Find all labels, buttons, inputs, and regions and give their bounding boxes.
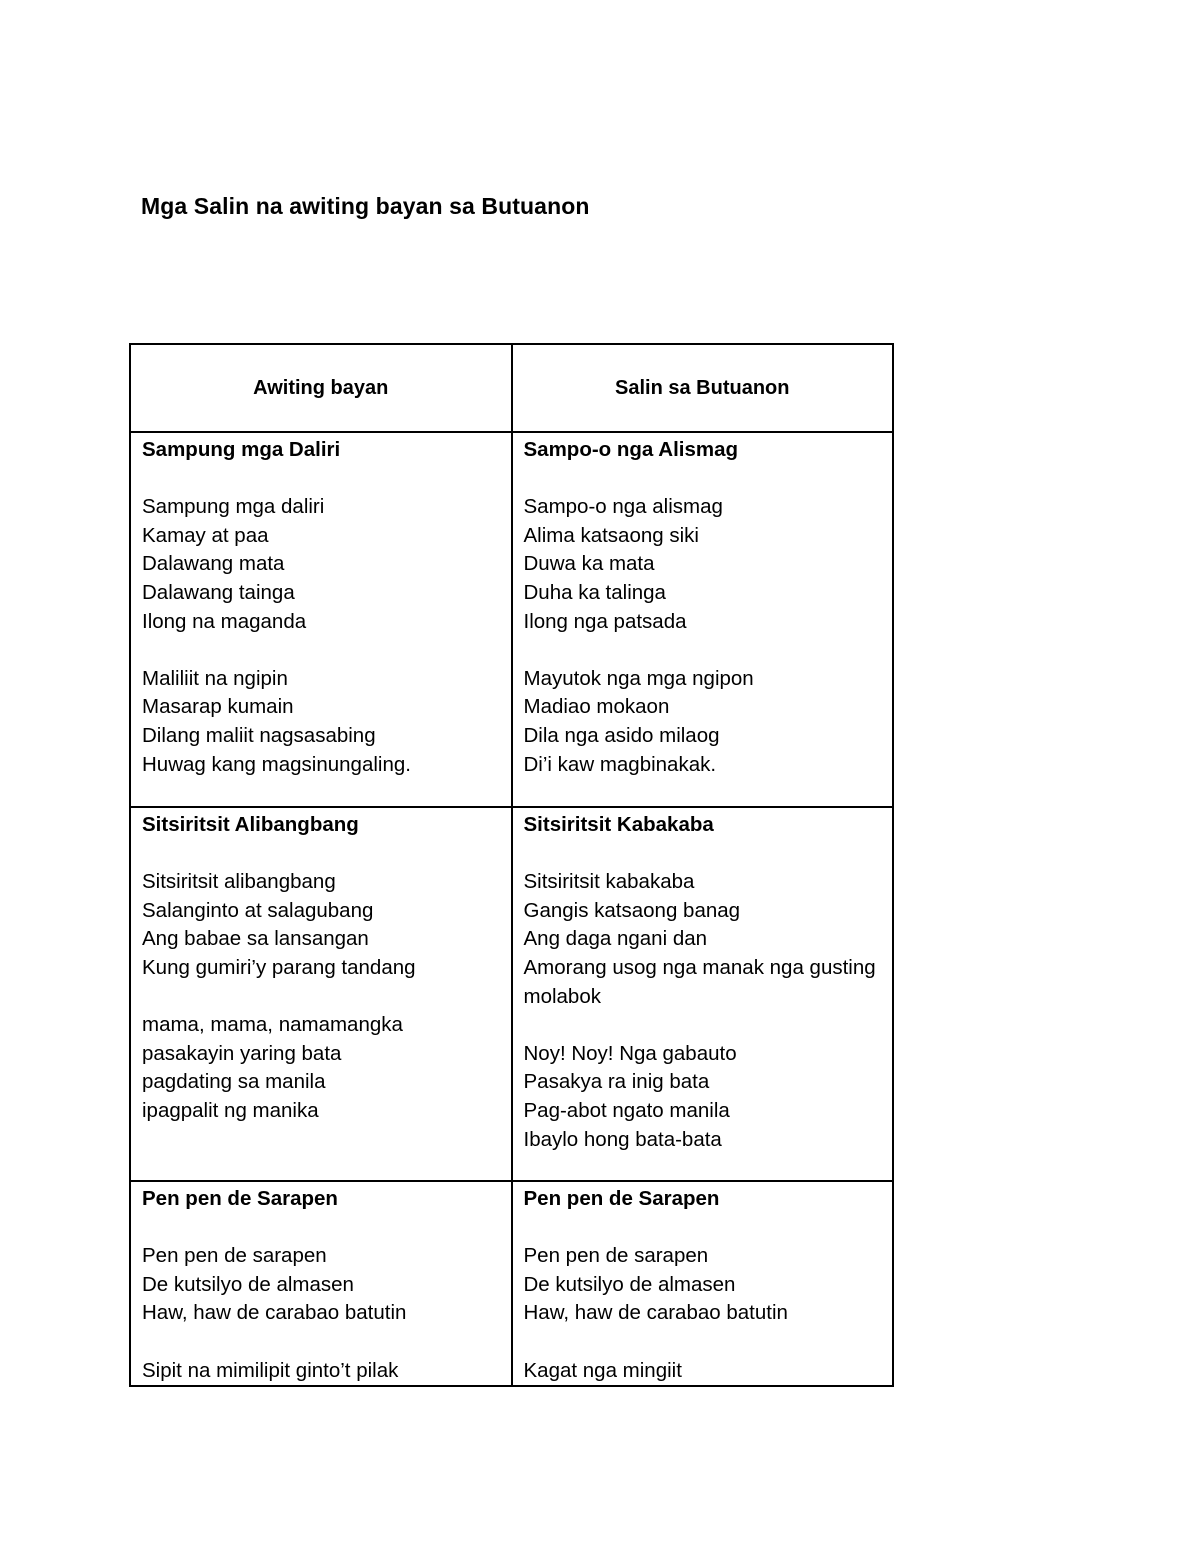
lyric-line: pagdating sa manila bbox=[142, 1070, 326, 1094]
lyric-line: Sitsiritsit alibangbang bbox=[142, 870, 336, 894]
translation-song-cell bbox=[512, 807, 894, 1181]
document-title: Mga Salin na awiting bayan sa Butuanon bbox=[141, 193, 590, 219]
lyric-line: Ilong nga patsada bbox=[523, 609, 687, 633]
original-song-cell bbox=[130, 1181, 512, 1386]
table-row bbox=[130, 1181, 893, 1386]
song-title: Sitsiritsit Kabakaba bbox=[523, 813, 714, 836]
lyric-line: mama, mama, namamangka bbox=[142, 1013, 403, 1037]
lyric-line: Masarap kumain bbox=[142, 695, 294, 719]
header-awiting-bayan: Awiting bayan bbox=[130, 344, 512, 432]
lyric-line: Amorang usog nga manak nga gusting molabok bbox=[523, 955, 876, 1008]
lyric-line: Maliliit na ngipin bbox=[142, 666, 288, 690]
song-title: Sampo-o nga Alismag bbox=[523, 438, 739, 461]
lyric-line: Duha ka talinga bbox=[523, 580, 666, 604]
stanza bbox=[524, 1242, 883, 1328]
lyric-line: Kung gumiri’y parang tandang bbox=[142, 955, 416, 979]
lyric-line: Gangis katsaong banag bbox=[523, 898, 741, 922]
original-song-cell bbox=[130, 432, 512, 807]
lyric-line: Noy! Noy! Nga gabauto bbox=[523, 1041, 737, 1065]
table-header-row bbox=[130, 344, 893, 432]
song-title: Pen pen de Sarapen bbox=[523, 1187, 720, 1210]
lyric-line: Sampung mga daliri bbox=[142, 495, 325, 519]
lyric-line: Ang daga ngani dan bbox=[523, 927, 708, 951]
lyric-line: Sitsiritsit kabakaba bbox=[523, 870, 695, 894]
lyric-line: Alima katsaong siki bbox=[523, 523, 699, 547]
stanza bbox=[524, 868, 883, 1011]
lyric-line: Dilang maliit nagsasabing bbox=[142, 723, 376, 747]
stanza bbox=[524, 665, 883, 779]
stanza bbox=[524, 1357, 883, 1386]
lyric-line: Dalawang mata bbox=[142, 552, 285, 576]
lyric-line: Pag-abot ngato manila bbox=[523, 1098, 730, 1122]
original-song-cell bbox=[130, 807, 512, 1181]
song-title: Sitsiritsit Alibangbang bbox=[142, 813, 359, 836]
stanza bbox=[524, 493, 883, 636]
lyric-line: De kutsilyo de almasen bbox=[523, 1272, 736, 1296]
lyric-line: Dila nga asido milaog bbox=[523, 723, 720, 747]
lyric-line: De kutsilyo de almasen bbox=[142, 1272, 354, 1296]
lyric-line: Duwa ka mata bbox=[523, 552, 655, 576]
lyric-line: Kagat nga mingiit bbox=[523, 1358, 682, 1382]
lyric-line: Ang babae sa lansangan bbox=[142, 927, 369, 951]
stanza bbox=[142, 1357, 501, 1386]
lyric-line: Dalawang tainga bbox=[142, 580, 295, 604]
lyric-line: Kamay at paa bbox=[142, 523, 269, 547]
table-row bbox=[130, 432, 893, 807]
translation-song-cell bbox=[512, 432, 894, 807]
lyric-line: Sampo-o nga alismag bbox=[523, 495, 723, 519]
lyric-line: Di’i kaw magbinakak. bbox=[523, 752, 717, 776]
translation-song-cell bbox=[512, 1181, 894, 1386]
header-salin-sa-butuanon: Salin sa Butuanon bbox=[512, 344, 894, 432]
lyric-line: Pen pen de sarapen bbox=[523, 1244, 709, 1268]
lyric-line: Ilong na maganda bbox=[142, 609, 307, 633]
lyric-line: ipagpalit ng manika bbox=[142, 1098, 319, 1122]
stanza bbox=[142, 493, 501, 636]
lyric-line: Ibaylo hong bata-bata bbox=[523, 1127, 722, 1151]
stanza bbox=[142, 1011, 501, 1125]
lyric-line: Pasakya ra inig bata bbox=[523, 1070, 710, 1094]
stanza bbox=[524, 1040, 883, 1154]
lyric-line: Madiao mokaon bbox=[523, 695, 670, 719]
stanza bbox=[142, 665, 501, 779]
lyric-line: Huwag kang magsinungaling. bbox=[142, 752, 411, 776]
song-title: Pen pen de Sarapen bbox=[142, 1187, 338, 1210]
lyric-line: Mayutok nga mga ngipon bbox=[523, 666, 754, 690]
lyric-line: Haw, haw de carabao batutin bbox=[142, 1301, 407, 1325]
lyric-line: Pen pen de sarapen bbox=[142, 1244, 327, 1268]
lyric-line: Sipit na mimilipit ginto’t pilak bbox=[142, 1358, 399, 1382]
stanza bbox=[142, 868, 501, 982]
song-title: Sampung mga Daliri bbox=[142, 438, 341, 461]
stanza bbox=[142, 1242, 501, 1328]
table-row bbox=[130, 807, 893, 1181]
lyric-line: pasakayin yaring bata bbox=[142, 1041, 342, 1065]
lyric-line: Salanginto at salagubang bbox=[142, 898, 374, 922]
lyric-line: Haw, haw de carabao batutin bbox=[523, 1301, 788, 1325]
songs-table bbox=[129, 343, 894, 1387]
